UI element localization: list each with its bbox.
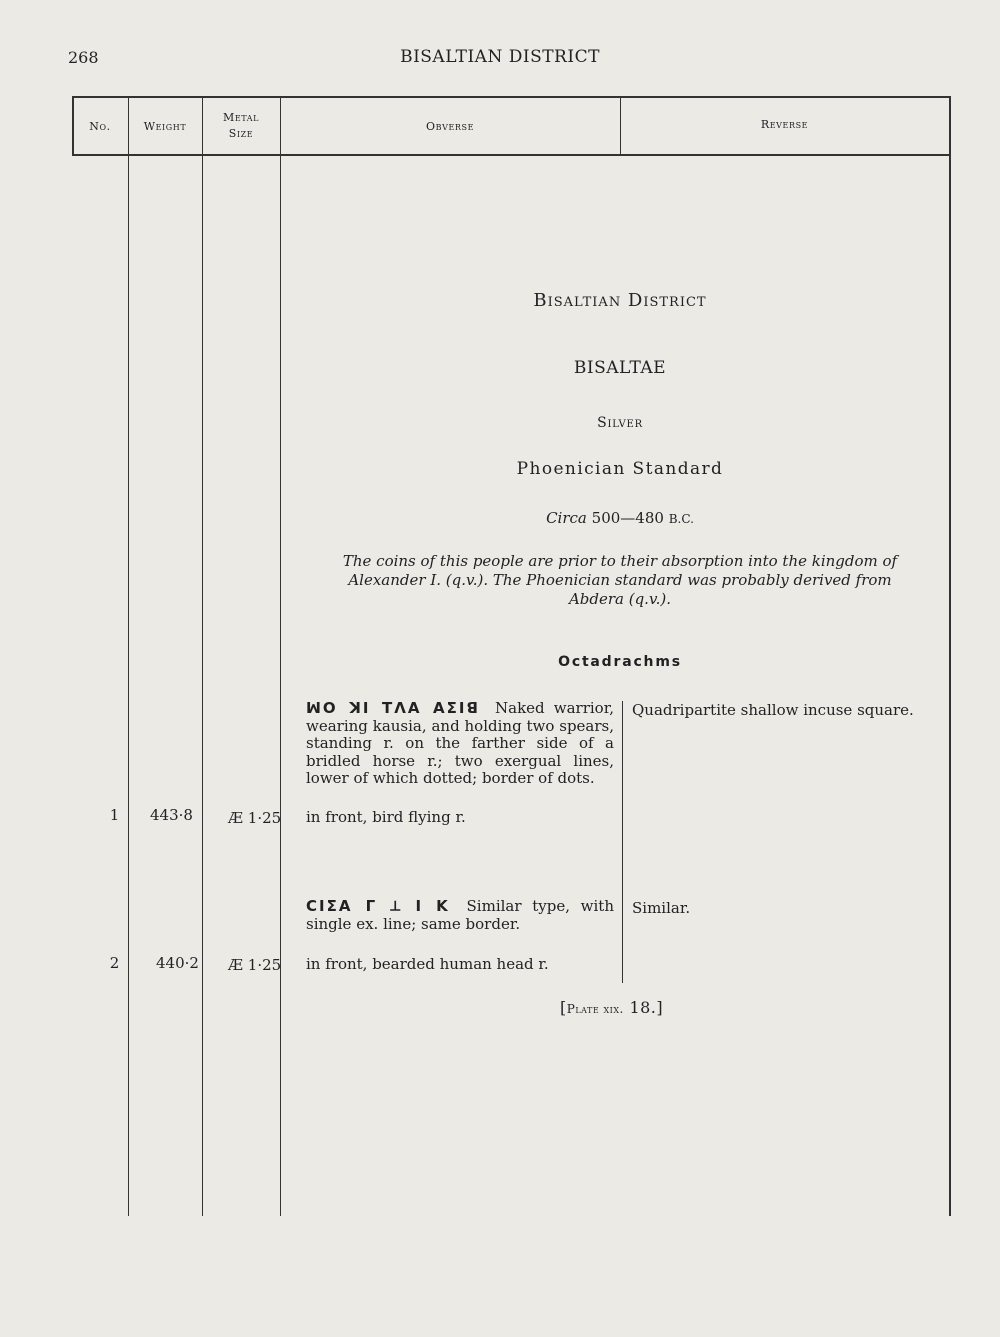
coin-2-field: in front, bearded human head r. — [306, 955, 549, 973]
running-head: BISALTIAN DISTRICT — [400, 47, 600, 67]
header-reverse: Reverse — [760, 118, 809, 131]
coin-2-number: 2 — [109, 954, 120, 972]
col-rule-metal — [280, 96, 281, 1216]
coin-1-weight: 443·8 — [150, 806, 193, 824]
metal-heading: Silver — [597, 415, 643, 431]
coin-1-reverse: Quadripartite shallow incuse square. — [632, 701, 914, 719]
coin-2-weight: 440·2 — [156, 954, 199, 972]
plate-reference — [560, 998, 663, 1017]
header-metal: Metal — [222, 111, 260, 124]
coin-1-number: 1 — [109, 806, 120, 824]
table-right-rule — [949, 96, 951, 1216]
plate-open: [ — [560, 998, 567, 1017]
date-era: B.C. — [668, 512, 694, 526]
coin-1-legend: ꟽO ꓘI TꓥA ΑΣIꓭ — [306, 699, 480, 717]
standard-heading: Phoenician Standard — [516, 459, 724, 479]
intro-note: The coins of this people are prior to their absorption into the kingdom of Alexander I. (q.v.). The Phoenician standard was probably derived from Abdera (q.v.). — [342, 552, 898, 608]
coin-2-obverse-desc: Similar type, with single ex. line; same border. — [306, 897, 614, 933]
date-prefix: Circa — [546, 509, 587, 527]
denomination-heading: Octadrachms — [558, 654, 682, 670]
page-number: 268 — [68, 48, 99, 67]
section-title: Bisaltian District — [533, 290, 707, 311]
header-obverse: Obverse — [425, 120, 475, 133]
table-header-rule — [72, 154, 950, 156]
coin-1-metal-size: Æ 1·25 — [228, 809, 282, 827]
coin-2-legend: CIΣA Γ ⟂ I K — [306, 897, 450, 915]
coin-1-field: in front, bird flying r. — [306, 808, 466, 826]
plate-number: 18.] — [629, 998, 664, 1017]
place-name: BISALTAE — [573, 358, 667, 378]
col-rule-weight — [202, 96, 203, 1216]
col-rule-no — [128, 96, 129, 1216]
coin-1-obverse — [306, 700, 614, 788]
plate-label: Plate xix. — [566, 1002, 624, 1016]
coin-2-obverse — [306, 898, 614, 933]
coin-2-reverse: Similar. — [632, 899, 691, 917]
header-no: No. — [89, 120, 111, 133]
date-line — [292, 509, 948, 527]
header-size: Size — [228, 127, 254, 140]
coin-2-metal-size: Æ 1·25 — [228, 956, 282, 974]
header-weight: Weight — [143, 120, 187, 133]
coin-1-obverse-desc: Naked warrior, wearing kausia, and holding two spears, standing r. on the farther side of a bridled horse r.; two exergual lines, lower of which dotted; border of dots. — [306, 699, 614, 787]
col-rule-obverse-body — [622, 701, 623, 983]
date-range: 500—480 — [591, 509, 664, 527]
table-top-rule — [72, 96, 950, 98]
